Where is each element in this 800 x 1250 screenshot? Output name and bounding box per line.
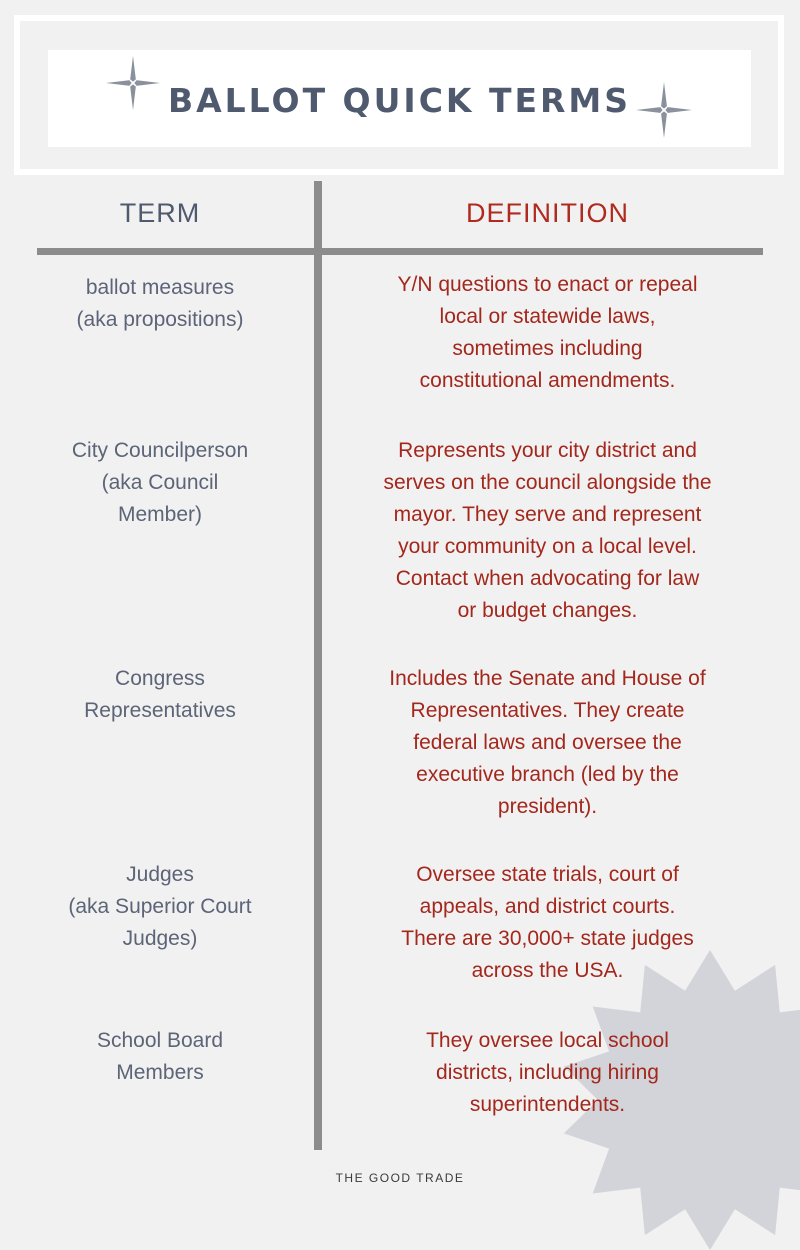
definition-city-councilperson: Represents your city district and serves on the council alongside the mayor. They serve and represent your community on a local level. Contact when advocating for law or budget changes.	[383, 439, 712, 622]
definition-school-board-members: They oversee local school districts, including hiring superintendents.	[426, 1029, 669, 1116]
term-congress-representatives: Congress Representatives	[84, 667, 236, 722]
term-column-header: TERM	[119, 198, 201, 228]
definition-judges: Oversee state trials, court of appeals, and district courts. There are 30,000+ state judges across the USA.	[401, 863, 694, 982]
definition-ballot-measures: Y/N questions to enact or repeal local or statewide laws, sometimes including constitutional amendments.	[397, 273, 698, 392]
column-divider	[314, 181, 322, 1150]
footer-brand: THE GOOD TRADE	[335, 1171, 465, 1185]
sparkle-icon	[634, 80, 694, 140]
page-title: BALLOT QUICK TERMS	[167, 81, 632, 120]
term-city-councilperson: City Councilperson (aka Council Member)	[71, 439, 249, 526]
term-ballot-measures: ballot measures (aka propositions)	[76, 276, 244, 331]
term-school-board-members: School Board Members	[96, 1029, 224, 1084]
title-box	[48, 50, 751, 147]
definition-congress-representatives: Includes the Senate and House of Representatives. They create federal laws and oversee the executive branch (led by the president).	[389, 667, 706, 818]
definition-column-header: DEFINITION	[466, 198, 629, 228]
header-divider	[37, 248, 763, 255]
term-judges: Judges (aka Superior Court Judges)	[68, 863, 252, 950]
